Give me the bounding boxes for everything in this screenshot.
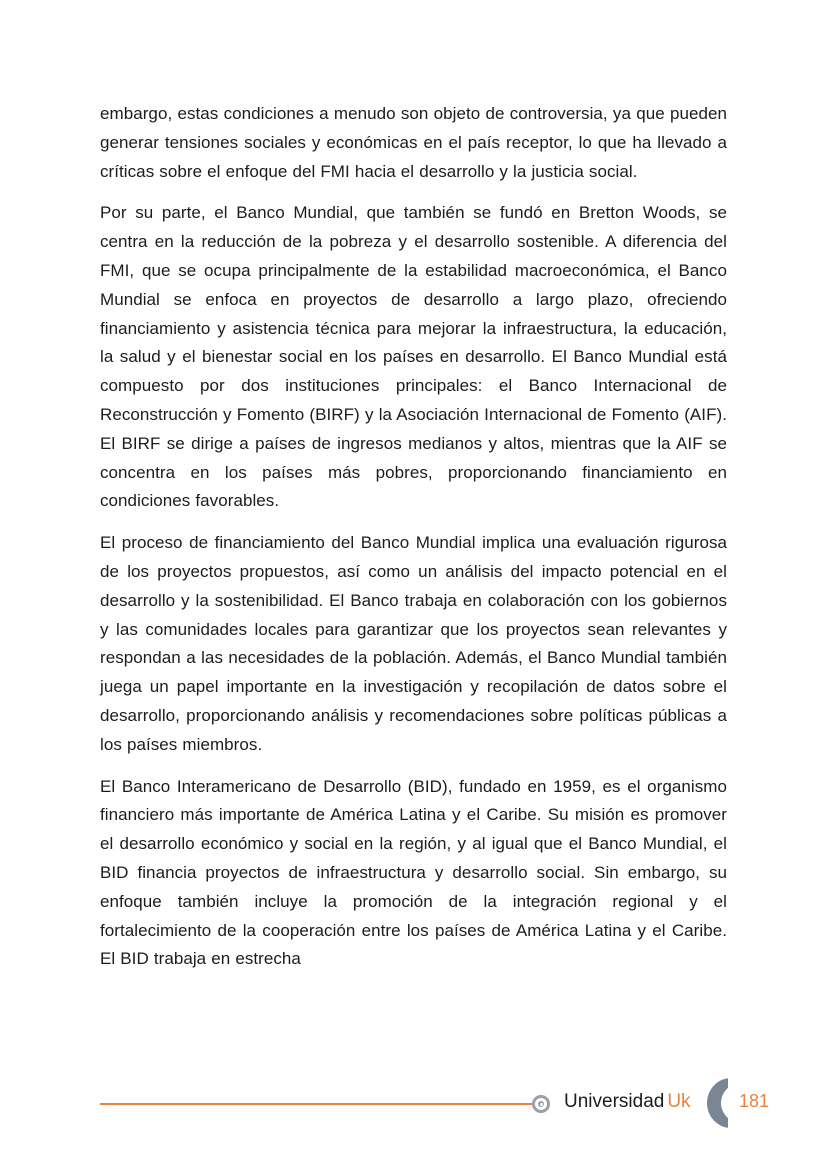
paragraph-imf-criticism: embargo, estas condiciones a menudo son objeto de controversia, ya que pueden generar tensiones sociales y económicas en el país receptor, lo que ha llevado a críticas sobre el enfoque del FMI hacia el desarrollo y la justicia social.	[100, 104, 727, 181]
paragraph-world-bank-process: El proceso de financiamiento del Banco Mundial implica una evaluación rigurosa de los proyectos propuestos, así como un análisis del impacto potencial en el desarrollo y la sostenibilidad. El Banco trabaja en colaboración con los gobiernos y las comunidades locales para garantizar que los proyectos sean relevantes y respondan a las necesidades de la población. Además, el Banco Mundial también juega un papel importante en la investigación y recopilación de datos sobre el desarrollo, proporcionando análisis y recomendaciones sobre políticas públicas a los países miembros.	[100, 533, 727, 754]
footer-divider-line	[100, 1103, 532, 1105]
ring-icon-center	[540, 1103, 543, 1106]
page-footer	[0, 1070, 828, 1140]
brand-logo	[564, 1091, 691, 1113]
page-body	[100, 100, 727, 987]
brand-name: Universidad	[564, 1091, 665, 1112]
brand-accent: Uk	[667, 1091, 691, 1112]
paragraph-idb: El Banco Interamericano de Desarrollo (BID), fundado en 1959, es el organismo financiero más importante de América Latina y el Caribe. Su misión es promover el desarrollo económico y social en la región, y al igual que el Banco Mundial, el BID financia proyectos de infraestructura y desarrollo social. Sin embargo, su enfoque también incluye la promoción de la integración regional y el fortalecimiento de la cooperación entre los países de América Latina y el Caribe. El BID trabaja en estrecha	[100, 776, 727, 969]
target-ring-icon	[532, 1095, 550, 1113]
paragraph-world-bank: Por su parte, el Banco Mundial, que también se fundó en Bretton Woods, se centra en la reducción de la pobreza y el desarrollo sostenible. A diferencia del FMI, que se ocupa principalmente de la estabilidad macroeconómica, el Banco Mundial se enfoca en proyectos de desarrollo a largo plazo, ofreciendo financiamiento y asistencia técnica para mejorar la infraestructura, la educación, la salud y el bienestar social en los países en desarrollo. El Banco Mundial está compuesto por dos instituciones principales: el Banco Internacional de Reconstrucción y Fomento (BIRF) y la Asociación Internacional de Fomento (AIF). El BIRF se dirige a países de ingresos medianos y altos, mientras que la AIF se concentra en los países más pobres, proporcionando financiamiento en condiciones favorables.	[100, 203, 727, 511]
page-number: 181	[739, 1091, 770, 1111]
